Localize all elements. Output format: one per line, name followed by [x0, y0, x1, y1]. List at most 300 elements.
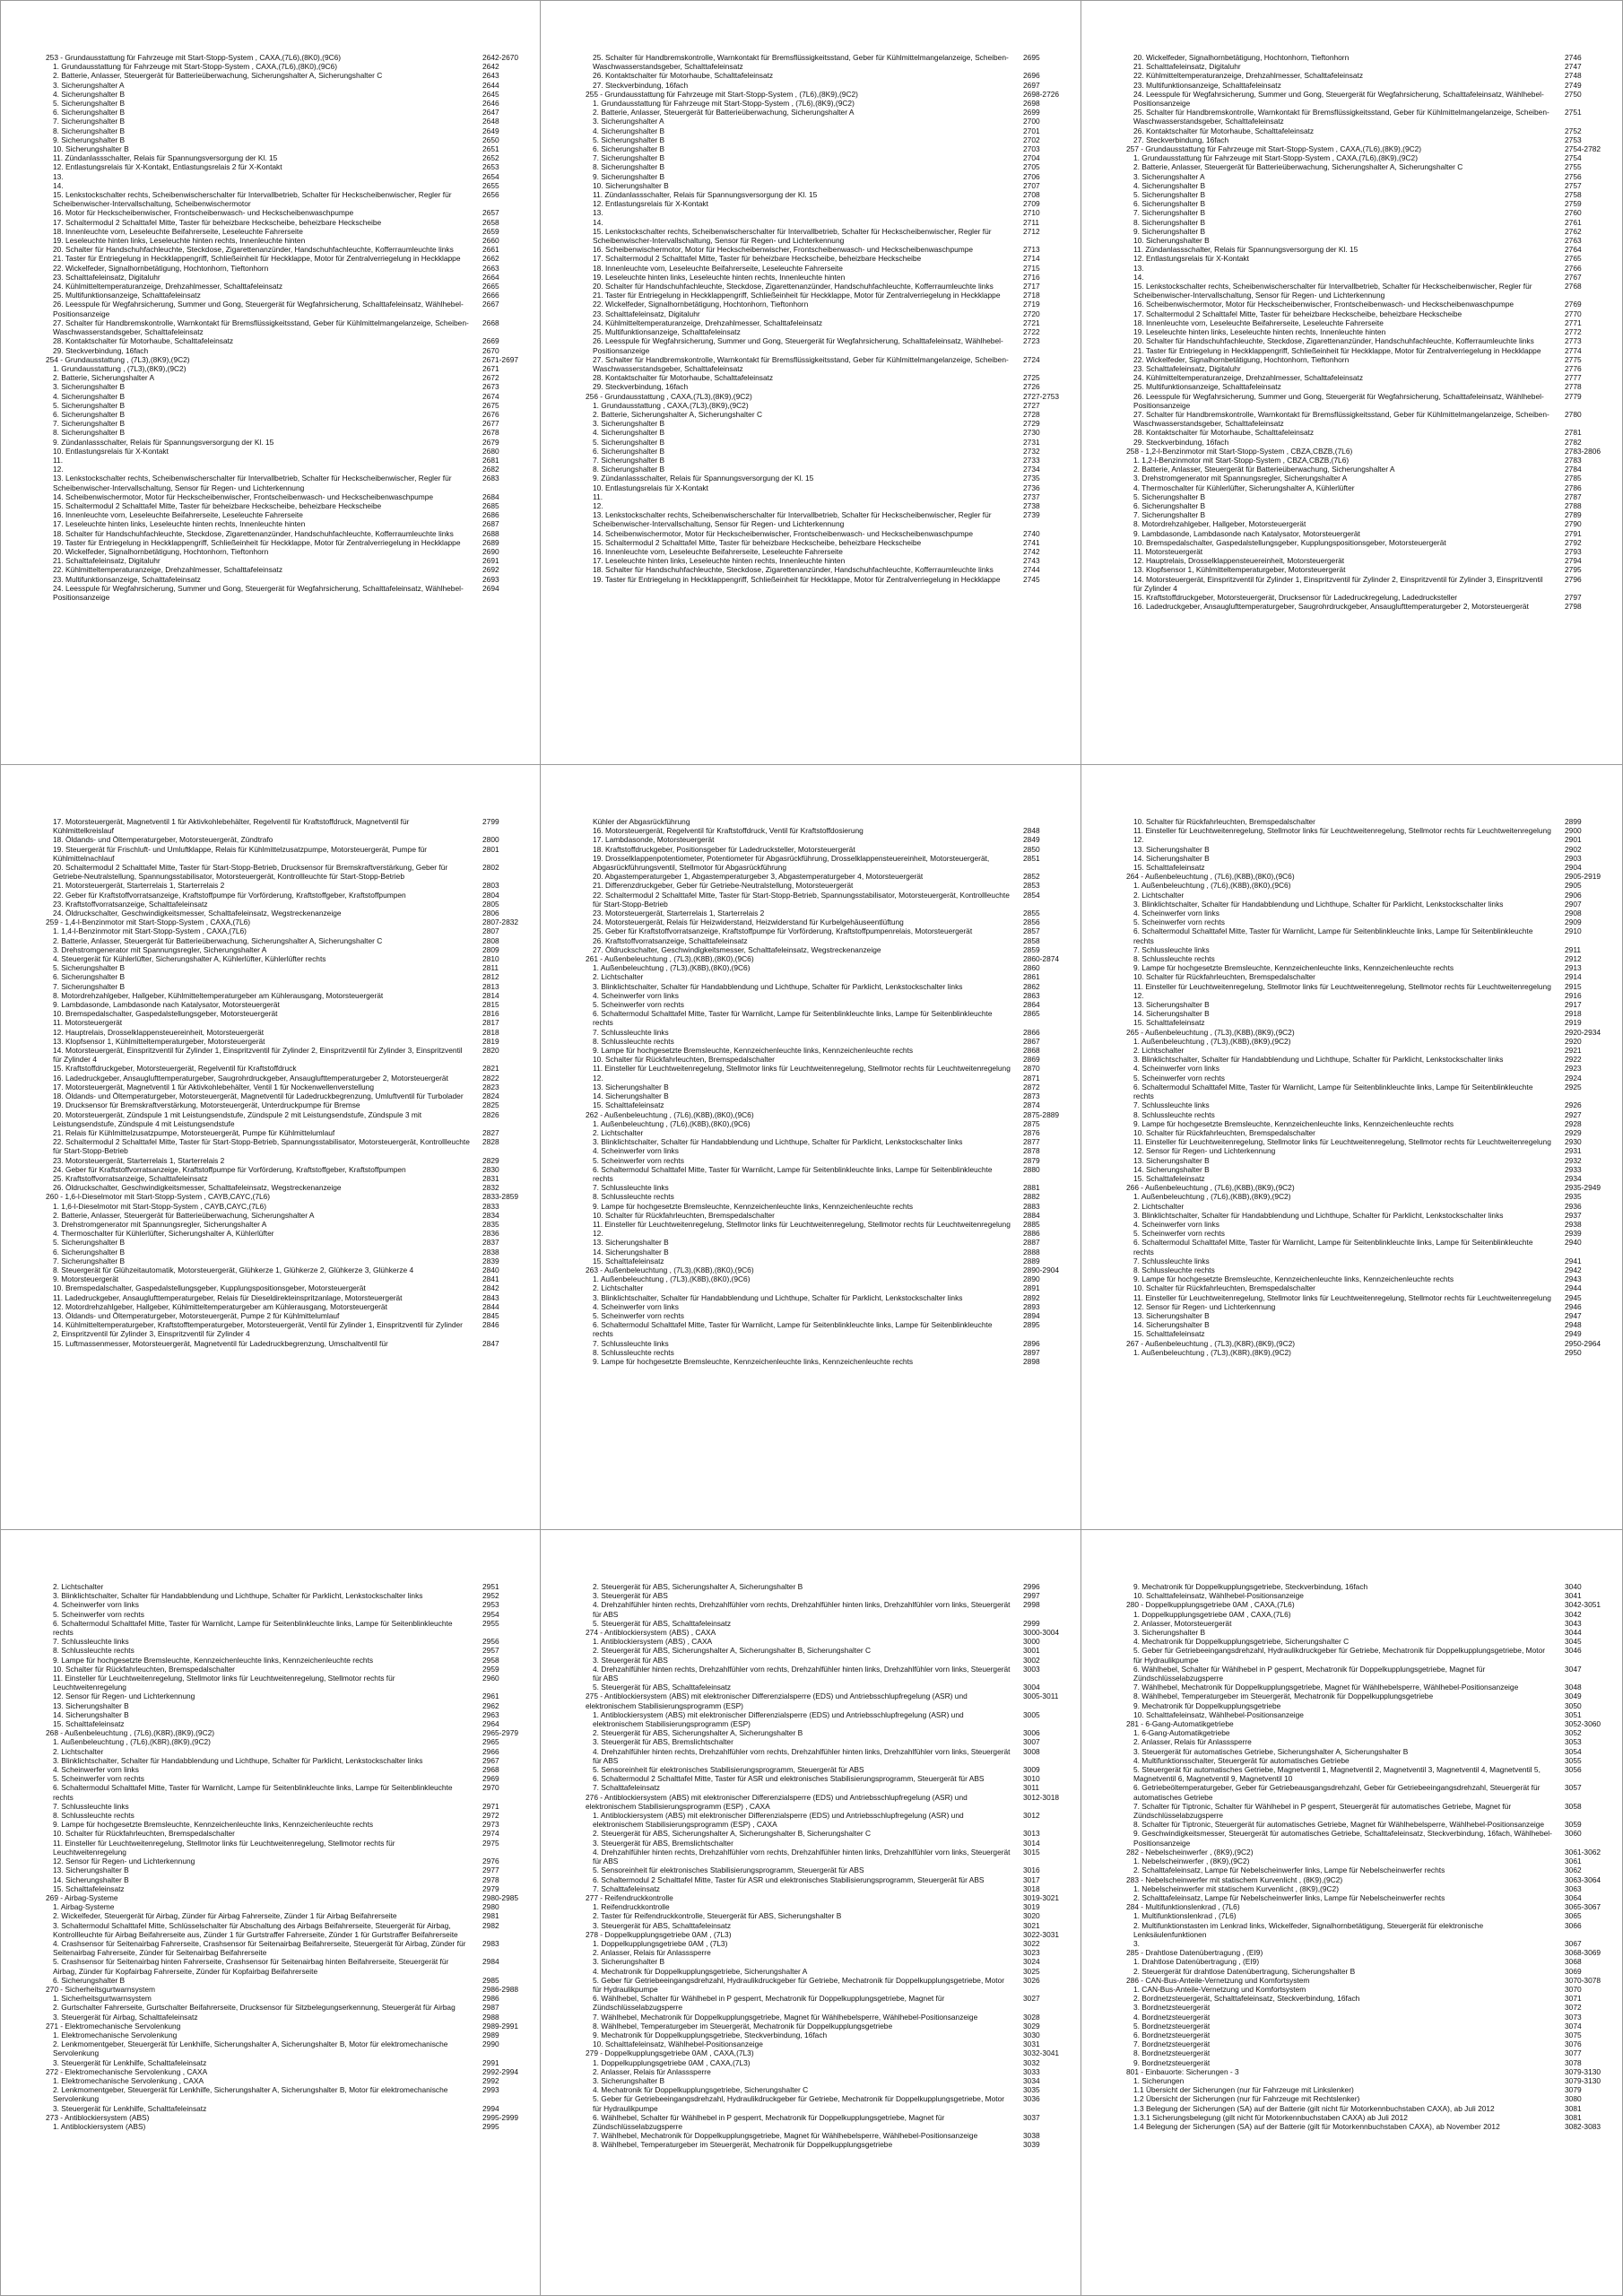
toc-entry-title: 22. Geber für Kraftstoffvorratsanzeige, Kraftstoffpumpe für Vorförderung, Kraftstoffgeber, Kraftstoffpumpen — [53, 890, 406, 900]
toc-entry-page: 2827 — [482, 1127, 499, 1137]
toc-entry — [46, 1211, 531, 1220]
toc-entry-page: 2877 — [1023, 1137, 1040, 1147]
toc-entry — [1126, 1119, 1613, 1128]
toc-entry-title: 16. Ladedruckgeber, Ansauglufttemperaturgeber, Saugrohrdruckgeber, Ansauglufttemperaturgeber 2, Motorsteuergerät — [1133, 602, 1529, 612]
toc-entry — [46, 900, 531, 909]
toc-entry-page: 3059 — [1565, 1820, 1582, 1830]
toc-entry-page: 2772 — [1565, 327, 1582, 337]
toc-entry — [586, 845, 1072, 854]
toc-entry-page: 2822 — [482, 1073, 499, 1083]
toc-entry-page: 3026 — [1023, 1975, 1040, 1985]
toc-entry-title: 8. Schlussleuchte rechts — [593, 1036, 674, 1046]
toc-entry-page: 2712 — [1023, 226, 1040, 236]
toc-entry — [46, 1046, 531, 1064]
toc-entry — [1126, 62, 1613, 71]
toc-entry-title: 19. Leseleuchte hinten links, Leseleuchte hinten rechts, Innenleuchte hinten — [1133, 327, 1386, 337]
toc-entry — [1126, 162, 1613, 171]
toc-entry-page: 3046 — [1565, 1646, 1582, 1656]
toc-entry — [586, 81, 1072, 90]
toc-entry-page: 2921 — [1565, 1046, 1582, 1056]
toc-entry-page: 3037 — [1023, 2112, 1040, 2122]
toc-entry-page: 2995-2999 — [482, 2112, 519, 2122]
toc-entry-page: 2784 — [1565, 465, 1582, 474]
toc-entry-page: 2944 — [1565, 1283, 1582, 1293]
toc-entry — [586, 1683, 1072, 1692]
toc-entry-title: 1. Grundausstattung , CAXA,(7L3),(8K9),(9C2) — [593, 400, 749, 410]
toc-entry — [46, 945, 531, 954]
toc-entry-title: 3. Sicherungshalter B — [593, 2075, 665, 2085]
toc-entry-page: 3000-3004 — [1023, 1628, 1060, 1638]
toc-entry-page: 2866 — [1023, 1027, 1040, 1037]
toc-entry-title: 15. Schalttafeleinsatz — [1133, 1173, 1205, 1183]
toc-entry-title: 253 - Grundausstattung für Fahrzeuge mit Start-Stopp-System , CAXA,(7L6),(8K0),(9C6) — [46, 53, 342, 62]
toc-entry — [1126, 1591, 1613, 1600]
toc-entry — [1126, 1229, 1613, 1238]
toc-entry-title: 5. Steuergerät für automatisches Getriebe, Magnetventil 1, Magnetventil 2, Magnetventil 3, Magnetventil 4, Magnetventil 5, Magnetventil 6, Magnetventil 9, Magnetventil 10 — [1133, 1765, 1541, 1784]
toc-entry-page: 3063 — [1565, 1883, 1582, 1893]
toc-entry-page: 2759 — [1565, 199, 1582, 209]
toc-entry-page: 3020 — [1023, 1911, 1040, 1921]
toc-entry — [1126, 1948, 1613, 1957]
toc-entry — [586, 556, 1072, 565]
toc-entry — [1126, 1348, 1613, 1357]
toc-entry-page: 2754 — [1565, 153, 1582, 163]
toc-entry — [586, 891, 1072, 909]
toc-entry-title: 1. Außenbeleuchtung , (7L6),(K8B),(8K9),(9C2) — [1133, 1192, 1291, 1202]
toc-entry-title: 9. Lambdasonde, Lambdasonde nach Katalysator, Motorsteuergerät — [53, 1000, 280, 1010]
toc-entry-title: 13. Klopfsensor 1, Kühlmitteltemperaturgeber, Motorsteuergerät — [53, 1036, 265, 1046]
toc-entry-page: 2658 — [482, 217, 499, 227]
toc-entry-page: 2889 — [1023, 1256, 1040, 1265]
toc-entry-title: 6. Schaltermodul 2 Schalttafel Mitte, Taster für ASR und elektronisches Stabilisierungsprogramm, Steuergerät für ABS — [593, 1874, 985, 1884]
toc-entry-title: 7. Schalter für Tiptronic, Schalter für Wählhebel in P gesperrt, Steuergerät für automatisches Getriebe, Magnet für Zündschlüsselabzugsperre — [1133, 1801, 1512, 1821]
toc-entry-title: 25. Multifunktionsanzeige, Schalttafeleinsatz — [593, 327, 741, 337]
toc-entry — [586, 438, 1072, 447]
toc-entry-page: 2691 — [482, 556, 499, 566]
toc-entry — [1126, 373, 1613, 382]
toc-entry-title: 13. Sicherungshalter B — [53, 1700, 129, 1710]
toc-entry-title: 11. Ladedruckgeber, Ansauglufttemperaturgeber, Relais für Dieseldirekteinspritzanlage, Motorsteuergerät — [53, 1292, 403, 1302]
toc-entry-page: 2882 — [1023, 1192, 1040, 1202]
toc-entry-title: 19. Leseleuchte hinten links, Leseleuchte hinten rechts, Innenleuchte hinten — [593, 272, 846, 282]
toc-entry — [586, 854, 1072, 872]
toc-entry-title: 1. Antiblockiersystem (ABS) mit elektronischer Differenzialsperre (EDS) und Antriebsschlupfregelung (ASR) und elektronischem Stabilisierungsprogramm (ESP) — [593, 1709, 964, 1729]
toc-entry-title: 279 - Doppelkupplungsgetriebe 0AM , CAXA,(7L3) — [586, 2048, 754, 2058]
toc-entry-title: 4. Scheinwerfer vorn links — [53, 1600, 139, 1610]
toc-entry-page: 2693 — [482, 574, 499, 584]
toc-entry — [1126, 1192, 1613, 1201]
toc-entry-page: 2711 — [1023, 217, 1040, 227]
toc-entry-title: 26. Leesspule für Wegfahrsicherung, Summer und Gong, Steuergerät für Wegfahrsicherung, Schalttafeleinsatz, Wählhebel-Positionsanzeige — [593, 336, 1003, 355]
toc-entry-title: 10. Schalter für Rückfahrleuchten, Bremspedalschalter — [53, 1829, 235, 1839]
toc-entry-title: 5. Steuergerät für ABS, Schalttafeleinsatz — [593, 1618, 732, 1628]
toc-entry — [46, 428, 531, 437]
toc-entry — [586, 135, 1072, 144]
toc-entry — [46, 1719, 531, 1728]
toc-entry-page: 3025 — [1023, 1966, 1040, 1976]
toc-entry-title: 6. Bordnetzsteuergerät — [1133, 2030, 1211, 2039]
toc-entry-title: 6. Schaltermodul Schalttafel Mitte, Taster für Warnlicht, Lampe für Seitenblinkleuchte links, Lampe für Seitenblinkleuchte rechts — [593, 1009, 993, 1028]
toc-entry — [46, 1591, 531, 1600]
toc-entry-title: 15. Lenkstockschalter rechts, Scheibenwischerschalter für Intervallbetrieb, Schalter für Heckscheibenwischer, Regler für Scheibenwischer-Intervallschaltung, Sensor für Regen- und Lichterkennung — [593, 226, 992, 246]
toc-entry — [586, 2140, 1072, 2149]
toc-entry-title: 6. Sicherungshalter B — [53, 409, 126, 419]
toc-entry — [586, 1646, 1072, 1655]
toc-entry-page: 2956 — [482, 1637, 499, 1647]
toc-entry-page: 2939 — [1565, 1229, 1582, 1239]
toc-entry-title: 4. Mechatronik für Doppelkupplungsgetriebe, Sicherungshalter C — [1133, 1637, 1350, 1647]
toc-entry-page: 2678 — [482, 428, 499, 438]
toc-entry-page: 2851 — [1023, 853, 1040, 863]
toc-entry-title: 283 - Nebelscheinwerfer mit statischem Kurvenlicht , (8K9),(9C2) — [1126, 1874, 1343, 1884]
toc-entry-page: 2682 — [482, 465, 499, 474]
toc-entry-title: 3. Drehstromgenerator mit Spannungsregler, Sicherungshalter A — [1133, 474, 1348, 483]
toc-entry-page: 2806 — [482, 909, 499, 918]
toc-entry — [46, 208, 531, 217]
toc-entry-page: 2731 — [1023, 437, 1040, 447]
toc-entry-page: 2819 — [482, 1036, 499, 1046]
toc-entry-page: 2657 — [482, 208, 499, 218]
toc-entry — [586, 1737, 1072, 1746]
toc-entry-title: 6. Sicherungshalter B — [53, 108, 126, 117]
toc-entry-page: 2671 — [482, 363, 499, 373]
toc-entry-title: 20. Abgastemperaturgeber 1, Abgastemperaturgeber 3, Abgastemperaturgeber 4, Motorsteuergerät — [593, 872, 924, 882]
toc-entry-title: 14. Motorsteuergerät, Einspritzventil für Zylinder 1, Einspritzventil für Zylinder 2, Einspritzventil für Zylinder 3, Einspritzventil für Zylinder 4 — [1133, 574, 1543, 593]
toc-entry — [46, 126, 531, 135]
toc-entry — [586, 954, 1072, 963]
toc-entry-title: 19. Drucksensor für Bremskraftverstärkung, Motorsteuergerät, Unterdruckpumpe für Bremse — [53, 1100, 360, 1110]
toc-entry — [586, 1911, 1072, 1920]
toc-entry-title: 2. Batterie, Sicherungshalter A, Sicherungshalter C — [593, 409, 763, 419]
toc-entry-title: 4. Scheinwerfer vorn links — [1133, 1219, 1219, 1229]
toc-entry-title: 17. Motorsteuergerät, Magnetventil 1 für Aktivkohlebehälter, Ventil 1 für Nockenwellenverstellung — [53, 1082, 374, 1091]
toc-entry-page: 2642-2670 — [482, 53, 519, 62]
toc-entry — [586, 392, 1072, 401]
toc-entry-page: 2899 — [1565, 817, 1582, 826]
toc-entry-page: 2653 — [482, 162, 499, 172]
toc-entry — [586, 1055, 1072, 1064]
toc-entry-page: 2753 — [1565, 135, 1582, 144]
toc-entry-page: 3012-3018 — [1023, 1792, 1060, 1802]
toc-entry-title: 7. Wählhebel, Mechatronik für Doppelkupplungsgetriebe, Magnet für Wählhebelsperre, Wählhebel-Positionsanzeige — [1133, 1683, 1519, 1692]
toc-entry — [586, 245, 1072, 254]
toc-entry-title: 9. Lampe für hochgesetzte Bremsleuchte, Kennzeichenleuchte links, Kennzeichenleuchte rechts — [53, 1820, 374, 1830]
toc-entry-page: 2801 — [482, 844, 499, 854]
toc-entry-title: 7. Sicherungshalter B — [593, 455, 665, 465]
toc-entry — [586, 2039, 1072, 2048]
toc-entry-page: 3048 — [1565, 1683, 1582, 1692]
toc-entry — [46, 565, 531, 574]
toc-entry-page: 3031 — [1023, 2039, 1040, 2049]
toc-entry-title: 7. Sicherungshalter B — [593, 153, 665, 163]
toc-entry — [586, 1591, 1072, 1600]
toc-entry-title: 11. Motorsteuergerät — [53, 1018, 123, 1028]
toc-entry-title: 1. Sicherungen — [1133, 2075, 1185, 2085]
toc-entry-title: 4. Mechatronik für Doppelkupplungsgetriebe, Sicherungshalter C — [593, 2085, 809, 2095]
toc-entry-title: 6. Getriebeöltemperaturgeber, Geber für Getriebeausgangsdrehzahl, Geber für Getriebeeingangsdrehzahl, Steuergerät für automatisches Getriebe — [1133, 1783, 1541, 1802]
toc-entry-title: 2. Wickelfeder, Steuergerät für Airbag, Zünder für Airbag Fahrerseite, Zünder 1 für Airbag Beifahrerseite — [53, 1911, 397, 1921]
toc-entry-title: 12. Sensor für Regen- und Lichterkennung — [53, 1857, 195, 1866]
toc-entry-title: 15. Schalttafeleinsatz — [1133, 1329, 1205, 1339]
toc-entry-page: 2755 — [1565, 162, 1582, 172]
toc-entry-title: 15. Schalttafeleinsatz — [53, 1883, 125, 1893]
toc-entry-title: 23. Motorsteuergerät, Starterrelais 1, Starterrelais 2 — [53, 1155, 225, 1165]
toc-entry — [1126, 327, 1613, 336]
toc-entry-title: 1. Grundausstattung für Fahrzeuge mit Start-Stopp-System , CAXA,(7L6),(8K9),(9C2) — [1133, 153, 1418, 163]
toc-entry — [1126, 926, 1613, 944]
toc-entry — [46, 2031, 531, 2039]
toc-entry — [46, 1802, 531, 1811]
toc-entry-title: 281 - 6-Gang-Automatikgetriebe — [1126, 1719, 1234, 1729]
toc-entry-page: 2990 — [482, 2039, 499, 2049]
toc-entry — [1126, 1967, 1613, 1976]
toc-entry-page: 3067 — [1565, 1938, 1582, 1948]
toc-entry-page: 2733 — [1023, 455, 1040, 465]
toc-entry — [586, 1009, 1072, 1027]
toc-entry-title: 12. Entlastungsrelais für X-Kontakt — [1133, 254, 1249, 264]
toc-entry-page: 2893 — [1023, 1301, 1040, 1311]
toc-entry — [586, 291, 1072, 300]
toc-entry-title: 4. Sicherungshalter B — [1133, 180, 1206, 190]
toc-entry-page: 2908 — [1565, 909, 1582, 918]
toc-entry — [586, 428, 1072, 437]
toc-entry-page: 2745 — [1023, 574, 1040, 584]
toc-entry-title: 3. Blinklichtschalter, Schalter für Handabblendung und Lichthupe, Schalter für Parklicht, Lenkstockschalter links — [593, 1137, 963, 1147]
toc-entry-title: 10. Schalter für Rückfahrleuchten, Bremspedalschalter — [1133, 817, 1315, 826]
toc-entry — [46, 2067, 531, 2076]
toc-entry-title: 3. Sicherungshalter B — [593, 419, 665, 429]
toc-entry-page: 3024 — [1023, 1957, 1040, 1967]
toc-entry-title: 12. — [593, 1229, 603, 1239]
toc-entry-page: 3029 — [1023, 2021, 1040, 2031]
toc-entry — [586, 227, 1072, 245]
toc-entry-page: 2699 — [1023, 108, 1040, 117]
toc-entry — [1126, 392, 1613, 410]
toc-entry-title: 9. Lambdasonde, Lambdasonde nach Katalysator, Motorsteuergerät — [1133, 528, 1360, 538]
toc-entry — [46, 881, 531, 890]
toc-entry-page: 2704 — [1023, 153, 1040, 163]
toc-entry-page: 2807-2832 — [482, 918, 519, 927]
toc-entry-title: 1. Doppelkupplungsgetriebe 0AM , CAXA,(7L3) — [593, 2057, 751, 2067]
toc-entry-title: 19. Taster für Entriegelung in Heckklappengriff, Schließeinheit für Heckklappe, Motor für Zentralverriegelung in Heckklappe — [53, 537, 461, 547]
toc-entry — [1126, 199, 1613, 208]
toc-entry-page: 2832 — [482, 1183, 499, 1193]
toc-entry — [46, 2104, 531, 2113]
toc-entry-page: 2717 — [1023, 282, 1040, 291]
toc-entry — [586, 282, 1072, 291]
toc-entry — [586, 1119, 1072, 1128]
toc-entry-page: 2898 — [1023, 1356, 1040, 1366]
toc-entry — [46, 318, 531, 336]
toc-entry-title: 1. Außenbeleuchtung , (7L3),(K8B),(8K9),(9C2) — [1133, 1036, 1291, 1046]
toc-entry-page: 2994 — [482, 2103, 499, 2113]
toc-entry-page: 2888 — [1023, 1247, 1040, 1257]
toc-entry-page: 2942 — [1565, 1265, 1582, 1274]
toc-entry-title: 23. Kraftstoffvorratsanzeige, Schalttafeleinsatz — [53, 899, 208, 909]
toc-entry-title: 18. Öldands- und Öltemperaturgeber, Motorsteuergerät, Zündtrafo — [53, 835, 273, 845]
toc-entry-title: 10. Bremspedalschalter, Gaspedalstellungsgeber, Motorsteuergerät — [53, 1009, 278, 1019]
toc-entry-page: 2837 — [482, 1238, 499, 1248]
toc-entry-title: 6. Schaltermodul Schalttafel Mitte, Taster für Warnlicht, Lampe für Seitenblinkleuchte links, Lampe für Seitenblinkleuchte rechts — [593, 1320, 993, 1339]
toc-entry-page: 2986-2988 — [482, 1984, 519, 1994]
toc-entry — [586, 1000, 1072, 1009]
toc-entry — [1126, 483, 1613, 492]
toc-entry-page: 3072 — [1565, 2003, 1582, 2013]
toc-entry-page: 3076 — [1565, 2039, 1582, 2049]
toc-entry-page: 2694 — [482, 583, 499, 593]
toc-entry-title: 26. Kontaktschalter für Motorhaube, Schalttafeleinsatz — [593, 71, 774, 81]
toc-entry — [1126, 1100, 1613, 1109]
toc-entry — [1126, 227, 1613, 236]
toc-entry-page: 2688 — [482, 528, 499, 538]
toc-entry-title: 14. Sicherungshalter B — [1133, 1009, 1210, 1019]
toc-entry — [46, 2076, 531, 2085]
toc-entry — [586, 2094, 1072, 2112]
toc-entry — [46, 1009, 531, 1018]
toc-entry-title: 5. Sicherungshalter B — [593, 437, 665, 447]
toc-entry-title: 18. Öldands- und Öltemperaturgeber, Motorsteuergerät, Magnetventil für Ladedruckbegrenzung, Umluftventil für Turbolader — [53, 1091, 464, 1101]
toc-entry-title: 12. — [1133, 990, 1144, 1000]
toc-entry-title: 2. Lichtschalter — [593, 972, 644, 982]
toc-entry-title: 1. Außenbeleuchtung , (7L3),(K8R),(8K9),(9C2) — [1133, 1347, 1291, 1357]
toc-entry-page: 2811 — [482, 963, 499, 973]
toc-entry — [46, 346, 531, 355]
toc-entry-page: 2864 — [1023, 1000, 1040, 1010]
toc-entry — [1126, 845, 1613, 854]
toc-entry-page: 3056 — [1565, 1765, 1582, 1775]
toc-entry — [1126, 1884, 1613, 1893]
toc-entry-page: 2863 — [1023, 990, 1040, 1000]
toc-entry-title: 19. Drosselklappenpotentiometer, Potentiometer für Abgasrückführung, Drosselklappensteuereinheit, Motorsteuergerät, Abgasrückführungsventil, Stellmotor für Abgasrückführung — [593, 853, 990, 873]
toc-entry-page: 3079-3130 — [1565, 2075, 1601, 2085]
toc-entry-page: 2967 — [482, 1755, 499, 1765]
toc-entry — [46, 181, 531, 190]
toc-entry — [46, 153, 531, 162]
toc-entry — [46, 53, 531, 62]
toc-entry-page: 2975 — [482, 1838, 499, 1848]
toc-entry-page: 2750 — [1565, 89, 1582, 99]
toc-entry-page: 2844 — [482, 1301, 499, 1311]
toc-entry-page: 2957 — [482, 1646, 499, 1656]
toc-entry-title: 282 - Nebelscheinwerfer , (8K9),(9C2) — [1126, 1847, 1254, 1857]
toc-entry-page: 2910 — [1565, 926, 1582, 936]
toc-entry-page: 2762 — [1565, 226, 1582, 236]
toc-entry-page: 2714 — [1023, 254, 1040, 264]
toc-entry-page: 2793 — [1565, 546, 1582, 556]
toc-entry — [586, 218, 1072, 227]
toc-entry-page: 3004 — [1023, 1683, 1040, 1692]
toc-entry — [586, 1765, 1072, 1774]
toc-entry-title: 9. Sicherungshalter B — [1133, 226, 1206, 236]
toc-entry-page: 3052-3060 — [1565, 1719, 1601, 1729]
toc-entry-title: 9. Motorsteuergerät — [53, 1274, 119, 1284]
toc-entry-title: 17. Lambdasonde, Motorsteuergerät — [593, 835, 715, 845]
toc-entry-page: 2644 — [482, 80, 499, 90]
toc-entry-title: 1. Sicherheitsgurtwarnsystem — [53, 1994, 152, 2004]
toc-entry-title: 2. Bordnetzsteuergerät, Schalttafeleinsatz, Steckverbindung, 16fach — [1133, 1994, 1360, 2004]
toc-entry-page: 2643 — [482, 71, 499, 81]
toc-entry-page: 2646 — [482, 99, 499, 109]
toc-entry-title: 3. Schaltermodul Schalttafel Mitte, Schlüsselschalter für Abschaltung des Airbags Beifahrerseite, Steuergerät für Airbag, Kontrollleuchte für Airbag Beifahrerseite aus, Zünder 1 für Gurtstraffer Fahrerseite, Zünder 1 für Gurtstraffer Beifahrerseite — [53, 1920, 458, 1939]
toc-entry-page: 2702 — [1023, 135, 1040, 144]
toc-entry-page: 2674 — [482, 391, 499, 401]
toc-entry-page: 3061-3062 — [1565, 1847, 1601, 1857]
toc-entry-page: 2790 — [1565, 519, 1582, 529]
toc-entry-page: 2933 — [1565, 1164, 1582, 1174]
toc-entry-title: 7. Wählhebel, Mechatronik für Doppelkupplungsgetriebe, Magnet für Wählhebelsperre, Wählhebel-Positionsanzeige — [593, 2131, 978, 2141]
toc-entry-page: 2775 — [1565, 354, 1582, 364]
toc-entry-page: 2728 — [1023, 409, 1040, 419]
toc-entry-page: 2718 — [1023, 291, 1040, 300]
toc-entry — [46, 264, 531, 273]
toc-entry — [46, 474, 531, 491]
toc-entry-title: 2. Batterie, Anlasser, Steuergerät für Batterieüberwachung, Sicherungshalter A, Sicherungshalter C — [1133, 162, 1463, 172]
toc-entry-title: 1. Antiblockiersystem (ABS) , CAXA — [593, 1637, 713, 1647]
toc-entry — [46, 373, 531, 382]
toc-entry-title: 3. Sicherungshalter B — [53, 382, 126, 392]
toc-entry — [586, 1257, 1072, 1265]
toc-entry — [586, 1793, 1072, 1811]
toc-entry-title: 5. Scheinwerfer vorn rechts — [593, 1310, 684, 1320]
toc-entry-title: 10. Sicherungshalter B — [1133, 236, 1210, 246]
toc-entry-title: 2. Lichtschalter — [593, 1283, 644, 1293]
toc-entry — [586, 538, 1072, 547]
toc-entry-page: 2836 — [482, 1229, 499, 1239]
toc-entry-page: 2668 — [482, 317, 499, 327]
toc-entry-title: 7. Schlussleuchte links — [593, 1183, 669, 1193]
toc-entry-title: 24. Geber für Kraftstoffvorratsanzeige, Kraftstoffpumpe für Vorförderung, Kraftstoffgeber, Kraftstoffpumpen — [53, 1164, 406, 1174]
toc-entry — [1126, 1747, 1613, 1756]
toc-entry-page: 2768 — [1565, 282, 1582, 291]
toc-entry-page: 2763 — [1565, 236, 1582, 246]
toc-entry-title: 7. Sicherungshalter B — [53, 1256, 126, 1265]
toc-entry — [46, 364, 531, 373]
toc-entry-page: 2780 — [1565, 409, 1582, 419]
toc-entry-title: 264 - Außenbeleuchtung , (7L6),(K8B),(8K0),(9C6) — [1126, 872, 1295, 882]
toc-entry-page: 2945 — [1565, 1292, 1582, 1302]
toc-entry-title: 10. Bremspedalschalter, Gaspedalstellungsgeber, Kupplungspositionsgeber, Motorsteuergerät — [1133, 537, 1446, 547]
toc-entry-title: 22. Wickelfeder, Signalhornbetätigung, Hochtonhorn, Tieftonhorn — [593, 300, 809, 309]
toc-entry-page: 2884 — [1023, 1210, 1040, 1220]
toc-entry-page: 2742 — [1023, 546, 1040, 556]
toc-entry-page: 3009 — [1023, 1765, 1040, 1775]
toc-entry-page: 2730 — [1023, 428, 1040, 438]
toc-entry-page: 2741 — [1023, 537, 1040, 547]
toc-entry — [1126, 2013, 1613, 2022]
toc-entry — [46, 410, 531, 419]
toc-entry-title: 4. Crashsensor für Seitenairbag Fahrerseite, Crashsensor für Seitenairbag Beifahrerseite, Steuergerät für Airbag, Zünder für Seitenairbag Fahrerseite, Zünder für Seitenairbag Beifahrerseite — [53, 1938, 466, 1958]
toc-entry-title: 6. Schaltermodul Schalttafel Mitte, Taster für Warnlicht, Lampe für Seitenblinkleuchte links, Lampe für Seitenblinkleuchte rechts — [53, 1618, 453, 1638]
toc-entry-title: 13. Sicherungshalter B — [593, 1082, 669, 1091]
toc-entry-page: 2697 — [1023, 80, 1040, 90]
toc-entry — [586, 1192, 1072, 1201]
toc-entry — [1126, 1783, 1613, 1801]
toc-entry — [586, 872, 1072, 881]
toc-entry-page: 2961 — [482, 1692, 499, 1701]
toc-entry — [1126, 1994, 1613, 2003]
toc-entry-title: 3. Blinklichtschalter, Schalter für Handabblendung und Lichthupe, Schalter für Parklicht, Lenkstockschalter links — [1133, 1055, 1504, 1065]
toc-entry — [1126, 492, 1613, 501]
toc-entry — [46, 336, 531, 345]
toc-entry-title: 1. Grundausstattung , (7L3),(8K9),(9C2) — [53, 363, 187, 373]
toc-entry — [1126, 53, 1613, 62]
toc-entry-page: 2930 — [1565, 1137, 1582, 1147]
toc-entry-page: 3013 — [1023, 1829, 1040, 1839]
toc-entry — [46, 236, 531, 245]
toc-entry-title: 29. Steckverbindung, 16fach — [1133, 437, 1229, 447]
toc-entry — [586, 199, 1072, 208]
toc-entry — [1126, 282, 1613, 300]
